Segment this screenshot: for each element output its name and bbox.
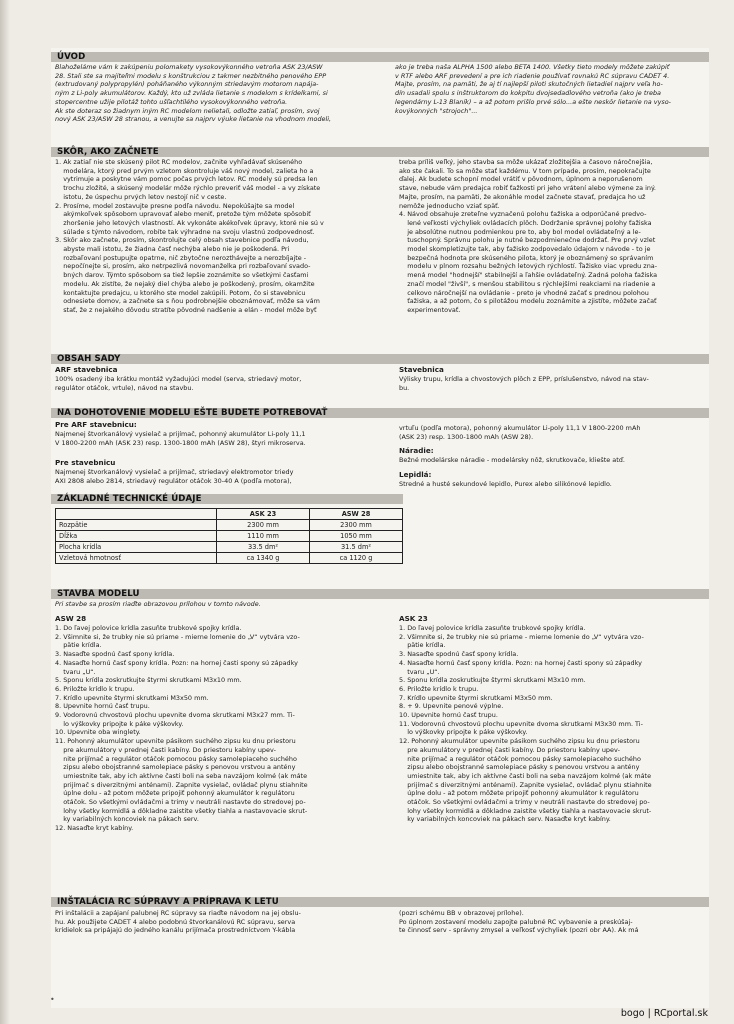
obsah-arf-title: ARF stavebnica (55, 365, 118, 374)
stavba-ask23-title: ASK 23 (399, 614, 428, 623)
section-heading-skor: SKÔR, AKO ZAČNETE (51, 147, 709, 157)
dohotovenie-kit-text: Najmenej štvorkanálový vysielač a prijímač, striedavý elektromotor triedy AXI 2808 alebo 2814, striedavý regulátor otáčok 30-40 A (podľa motora), (55, 468, 294, 485)
section-heading-zakladne: ZÁKLADNÉ TECHNICKÉ ÚDAJE (51, 494, 403, 504)
table-header-cell: ASK 23 (217, 509, 310, 520)
table-cell: ca 1120 g (310, 553, 403, 564)
table-cell-label: Dĺžka (56, 531, 217, 542)
section-heading-instalacia: INŠTALÁCIA RC SÚPRAVY A PRÍPRAVA K LETU (51, 897, 709, 907)
table-cell: 1110 mm (217, 531, 310, 542)
dohotovenie-kit-title: Pre stavebnicu (55, 458, 116, 467)
table-cell-label: Vzletová hmotnosť (56, 553, 217, 564)
page-edge-shadow (0, 0, 10, 1024)
table-cell: ca 1340 g (217, 553, 310, 564)
table-cell: 2300 mm (217, 520, 310, 531)
obsah-kit-text: Výlisky trupu, krídla a chvostových plôch z EPP, príslušenstvo, návod na stav- bu. (399, 375, 649, 392)
table-cell: 1050 mm (310, 531, 403, 542)
section-heading-stavba: STAVBA MODELU (51, 589, 709, 599)
uvod-left-text: Blahoželáme vám k zakúpeniu polomakety vysokovýkonného vetroňa ASK 23/ASW 28. Stali ste sa majiteľmi modelu s konštrukciou z takmer nezbitného penového EPP (extrudovaný polypropylén) poháňaného výkonným striedavým motorom napája- ným z Li-poly akumulátorov. Každý, kto už zvláda lietanie s modelom s krídelkami, si stopercentne užije pilotáž tohto ušľachtilého vysokovýkonného vetroňa. Ak ste doteraz so žiadnym iným RC modelom nelietali, odložte zatiaľ, prosím, svoj nový ASK 23/ASW 28 stranou, a venujte sa najprv výuke lietanie na vhodnom modeli, (55, 63, 332, 124)
section-heading-dohotovenie: NA DOHOTOVENIE MODELU EŠTE BUDETE POTREBOVAŤ (51, 408, 709, 418)
stavba-ask23-steps: 1. Do ľavej polovice krídla zasuňte trubkové spojky krídla. 2. Všimnite si, že trubky nie sú priame - mierne lomenie do „V“ vytvára vzo- pätie krídla. 3. Nasaďte spodnú časť spony krídla. 4. Nasaďte hornú časť spony krídla. Pozn: na hornej časti spony sú západky tvaru „U“. 5. Sponu krídla zoskrutkujte štyrmi skrutkami M3x10 mm. 6. Priložte krídlo k trupu. 7. Krídlo upevnite štyrmi skrutkami M3x50 mm. 8. + 9. Upevnite penové výplne. 10. Upevnite hornú časť trupu. 11. Vodorovnú chvostovú plochu upevnite dvoma skrutkami M3x30 mm. Ti- lo výškovky pripojte k páke výškovky. 12. Pohonný akumulátor upevnite pásikom suchého zipsu ku dnu priestoru pre akumulátory v prednej časti kabíny. Do priestoru kabíny upev- nite prijímač a regulátor otáčok pomocou pásky samolepiaceho suchého zipsu alebo obojstranné samolepiace pásky s penovou vrstvou a antény umiestnite tak, aby ich aktívne časti boli na seba navzájom kolmé (ak máte prijímač s diverzitnými anténami). Zapnite vysielač, ovládač plynu stiahnite úplne dolu - až potom môžete pripojiť pohonný akumulátor k regulátoru otáčok. So všetkými ovládačmi a trimy v neutráli nastavte do stredovej po- lohy všetky kormidlá a dôkladne zaistite všetky tiahla a nastavovacie skrut- ky variabilných koncoviek na pákach serv. Nasaďte kryt kabíny. (399, 624, 652, 824)
lepidla-text: Stredné a husté sekundové lepidlo, Purex alebo silikónové lepidlo. (399, 480, 612, 488)
table-cell-label: Rozpätie (56, 520, 217, 531)
section-heading-uvod: ÚVOD (51, 52, 709, 62)
instalacia-right-text: (pozri schému BB v obrazovej prílohe). Po úplnom zostavení modelu zapojte palubné RC vybavenie a preskúšaj- te činnosť serv - správny zmysel a veľkosť výchyliek (pozri obr AA). Ak má (399, 909, 639, 935)
page-mark: • (50, 995, 55, 1004)
table-cell: 33.5 dm² (217, 542, 310, 553)
table-cell: 31.5 dm² (310, 542, 403, 553)
table-cell: 2300 mm (310, 520, 403, 531)
stavba-intro: Pri stavbe sa prosím riaďte obrazovou prílohou v tomto návode. (55, 600, 261, 608)
skor-left-text: 1. Ak zatiaľ nie ste skúsený pilot RC modelov, začnite vyhľadávať skúseného modelára, ktorý pred prvým vzletom skontroluje váš nový model, zalieta ho a vytrimuje a poskytne vám pomoc počas prvých letov. RC modely sú predsa len trochu zložité, a skúsený modelár môže rýchlo preveriť váš model - a vy získate istotu, že úspechu prvých letov nestojí nič v ceste. 2. Prosíme, model zostavujte presne podľa návodu. Nepokúšajte sa model akýmkoľvek spôsobom upravovať alebo meniť, pretože tým môžete spôsobiť zhoršenie jeho letových vlastností. Ak vykonáte akékoľvek úpravy, ktoré nie sú v súlade s týmto návodom, robíte tak výhradne na svoju vlastnú zodpovednosť. 3. Skôr ako začnete, prosím, skontrolujte celý obsah stavebnice podľa návodu, abyste mali istotu, že žiadna časť nechýba alebo nie je poškodená. Pri rozbaľovaní postupujte opatrne, nič zbytočne nerozthávejte a nerozbíjajte - nepočínejte si, prosím, ako netrpezlivá novomanželka pri rozbaľovaní svado- bných darov. Týmto spôsobom sa tiež lepšie zoznámite so všetkými časťami modelu. Ak zistíte, že nejaký diel chýba alebo je poškodený, prosím, okamžite kontaktujte predajcu, u ktorého ste model zakúpili. Potom, čo si stavebnicu odnesiete domov, a začnete sa s ňou podrobnejšie oboznámovať, môže sa vám stať, že z nejakého dôvodu stratíte pôvodné nadšenie a elán - model môže byť (55, 158, 324, 314)
footer-credit: bogo | RCportal.sk (620, 1008, 708, 1019)
naradie-text: Bežné modelárske náradie - modelársky nôž, skrutkovače, kliešte atď. (399, 456, 625, 464)
uvod-right-text: ako je treba naša ALPHA 1500 alebo BETA 1400. Všetky tieto modely môžete zakúpiť v RTF alebo ARF prevedení a pre ich riadenie používať rovnakú RC súpravu CADET 4. Majte, prosím, na pamäti, že aj tí najlepší piloti skutočných lietadiel najprv veľa ho- dín usadali spolu s inštruktorom do kokpitu dvojsedadlového vetroňa (ako je treba legendárny L-13 Blaník) – a až potom prišlo prvé sólo...a ešte neskôr lietanie na vyso- kovýkonných "strojoch"... (395, 63, 672, 115)
skor-right-text: treba príliš veľký, jeho stavba sa môže ukázať zložitejšia a časovo náročnejšia, ako ste čakali. To sa môže stať každému. V tom prípade, prosím, nepokračujte ďalej. Ak budete schopní model vrátiť v pôvodnom, úplnom a neporušenom stave, nebude vám predajca robiť ťažkosti pri jeho vrátení alebo výmene za iný. Majte, prosím, na pamäti, že akonáhle model začnete stavať, predajca ho už nemôže jednoducho vziať späť. 4. Návod obsahuje zreteľne vyznačenú polohu ťažiska a odporúčané predvo- lené veľkosti výchyliek ovládacích plôch. Dodržanie správnej polohy ťažiska je absolútne nutnou podmienkou pre to, aby bol model ovládateľný a le- tuschopný. Správnu polohu je nutné bezpodmienečne dodržať. Pre prvý vzlet model skompletizujte tak, aby ťažisko zodpovedalo údajom v návode - to je bezpečná hodnota pre skúseného pilota, ktorý je oboznámený so správaním modelu v plnom rozsahu bežných letových rýchlostí. Ťažisko viac vpredu zna- mená model "hodnejší" stabilnejší a ľahšie ovládateľný. Zadná poloha ťažiska značí model "živší", s menšou stabilitou s rýchlejšími reakciami na riadenie a celkovo náročnejší na ovládanie - preto je vhodné začať s prednou polohou ťažiska, a až potom, čo s pilotážou modelu zoznámite a zjistíte, môžete začať experimentovať. (399, 158, 658, 314)
dohotovenie-right-text: vrtuľu (podľa motora), pohonný akumulátor Li-poly 11,1 V 1800-2200 mAh (ASK 23) resp. 1300-1800 mAh (ASW 28). (399, 424, 641, 441)
naradie-title: Náradie: (399, 446, 434, 455)
document-page (51, 48, 709, 1008)
dohotovenie-arf-title: Pre ARF stavebnicu: (55, 420, 137, 429)
stavba-asw28-steps: 1. Do ľavej polovice krídla zasuňte trubkové spojky krídla. 2. Všimnite si, že trubky nie sú priame - mierne lomenie do „V“ vytvára vzo- pätie krídla. 3. Nasaďte spodnú časť spony krídla. 4. Nasaďte hornú časť spony krídla. Pozn: na hornej časti spony sú západky tvaru „U“. 5. Sponu krídla zoskrutkujte štyrmi skrutkami M3x10 mm. 6. Priložte krídlo k trupu. 7. Krídlo upevnite štyrmi skrutkami M3x50 mm. 8. Upevnite hornú časť trupu. 9. Vodorovnú chvostovú plochu upevnite dvoma skrutkami M3x27 mm. Ti- lo výškovky pripojte k páke výškovky. 10. Upevnite oba winglety. 11. Pohonný akumulátor upevnite pásikom suchého zipsu ku dnu priestoru pre akumulátory v prednej časti kabíny. Do priestoru kabíny upev- nite prijímač a regulátor otáčok pomocou pásky samolepiaceho suchého zipsu alebo obojstranné samolepiace pásky s penovou vrstvou a antény umiestnite tak, aby ich aktívne časti boli na seba navzájom kolmé (ak máte prijímač s diverzitnými anténami). Zapnite vysielač, ovládač plynu stiahnite úplne dolu - až potom môžete pripojiť pohonný akumulátor k regulátoru otáčok. So všetkými ovládačmi a trimy v neutráli nastavte do stredovej po- lohy všetky kormidlá a dôkladne zaistite všetky tiahla a nastavovacie skrut- ky variabilných koncoviek na pákach serv. 12. Nasaďte kryt kabíny. (55, 624, 308, 833)
table-header-cell: ASW 28 (310, 509, 403, 520)
instalacia-left-text: Pri inštalácii a zapájaní palubnej RC súpravy sa riaďte návodom na jej obslu- hu. Ak použijete CADET 4 alebo podobnú štvorkanálovú RC súpravu, serva krídielok sa pripájajú do jedného kanálu prijímača prostredníctvom Y-kábla (55, 909, 301, 935)
dohotovenie-arf-text: Najmenej štvorkanálový vysielač a prijímač, pohonný akumulátor Li-poly 11,1 V 1800-2200 mAh (ASK 23) resp. 1300-1800 mAh (ASW 28), štyri mikroserva. (55, 430, 306, 447)
obsah-kit-title: Stavebnica (399, 365, 444, 374)
stavba-asw28-title: ASW 28 (55, 614, 87, 623)
section-heading-obsah: OBSAH SADY (51, 354, 709, 364)
table-cell-label: Plocha krídla (56, 542, 217, 553)
obsah-arf-text: 100% osadený iba krátku montáž vyžadujúci model (serva, striedavý motor, regulátor otáčok, vrtule), návod na stavbu. (55, 375, 302, 392)
lepidla-title: Lepidlá: (399, 470, 432, 479)
